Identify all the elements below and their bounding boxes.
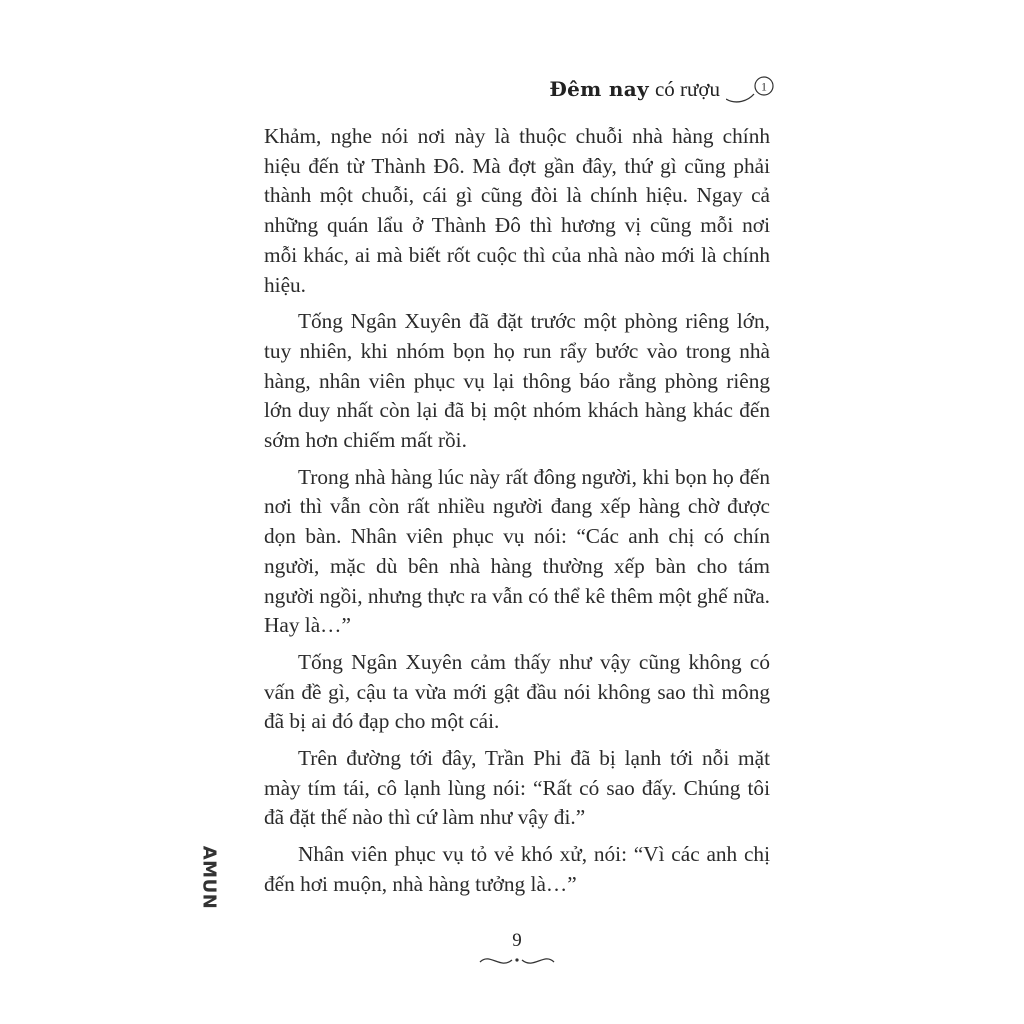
header-title-bold: Đêm nay [549, 77, 649, 101]
header-volume-marker: 1 [761, 79, 767, 94]
paragraph: Tống Ngân Xuyên cảm thấy như vậy cũng không có vấn đề gì, cậu ta vừa mới gật đầu nói không sao thì mông đã bị ai đó đạp cho một cái. [264, 649, 770, 734]
paragraph: Tống Ngân Xuyên đã đặt trước một phòng riêng lớn, tuy nhiên, khi nhóm bọn họ run rẩy bước vào trong nhà hàng, nhân viên phục vụ lại thông báo rằng phòng riêng lớn duy nhất còn lại đã bị một nhóm khách hàng khác đến sớm hơn chiếm mất rồi. [264, 309, 770, 453]
running-header [549, 72, 774, 106]
paragraph: Trên đường tới đây, Trần Phi đã bị lạnh tới nỗi mặt mày tím tái, cô lạnh lùng nói: “Rất có sao đấy. Chúng tôi đã đặt thế nào thì cứ làm như vậy đi.” [264, 746, 770, 830]
page-body-text [264, 122, 770, 907]
paragraph: Khảm, nghe nói nơi này là thuộc chuỗi nhà hàng chính hiệu đến từ Thành Đô. Mà đợt gần đây, thứ gì cũng phải thành một chuỗi, cái gì cũng đòi là chính hiệu. Ngay cả những quán lẩu ở Thành Đô thì hương vị cũng mỗi nơi mỗi khác, ai mà biết rốt cuộc thì của nhà nào mới là chính hiệu. [264, 124, 770, 297]
publisher-logo [196, 846, 222, 908]
paragraph: Nhân viên phục vụ tỏ vẻ khó xử, nói: “Vì các anh chị đến hơi muộn, nhà hàng tưởng là…” [264, 842, 770, 896]
page-number: 9 [512, 930, 522, 951]
header-title-light: có rượu [654, 76, 720, 101]
footer-flourish-icon [478, 950, 556, 970]
header-flourish-icon [726, 72, 774, 106]
publisher-logo-text: AMUN [198, 845, 220, 909]
paragraph: Trong nhà hàng lúc này rất đông người, khi bọn họ đến nơi thì vẫn còn rất nhiều người đang xếp hàng chờ được dọn bàn. Nhân viên phục vụ nói: “Các anh chị có chín người, mặc dù bên nhà hàng thường xếp bàn cho tám người ngồi, nhưng thực ra vẫn có thể kê thêm một ghế nữa. Hay là…” [264, 464, 770, 638]
